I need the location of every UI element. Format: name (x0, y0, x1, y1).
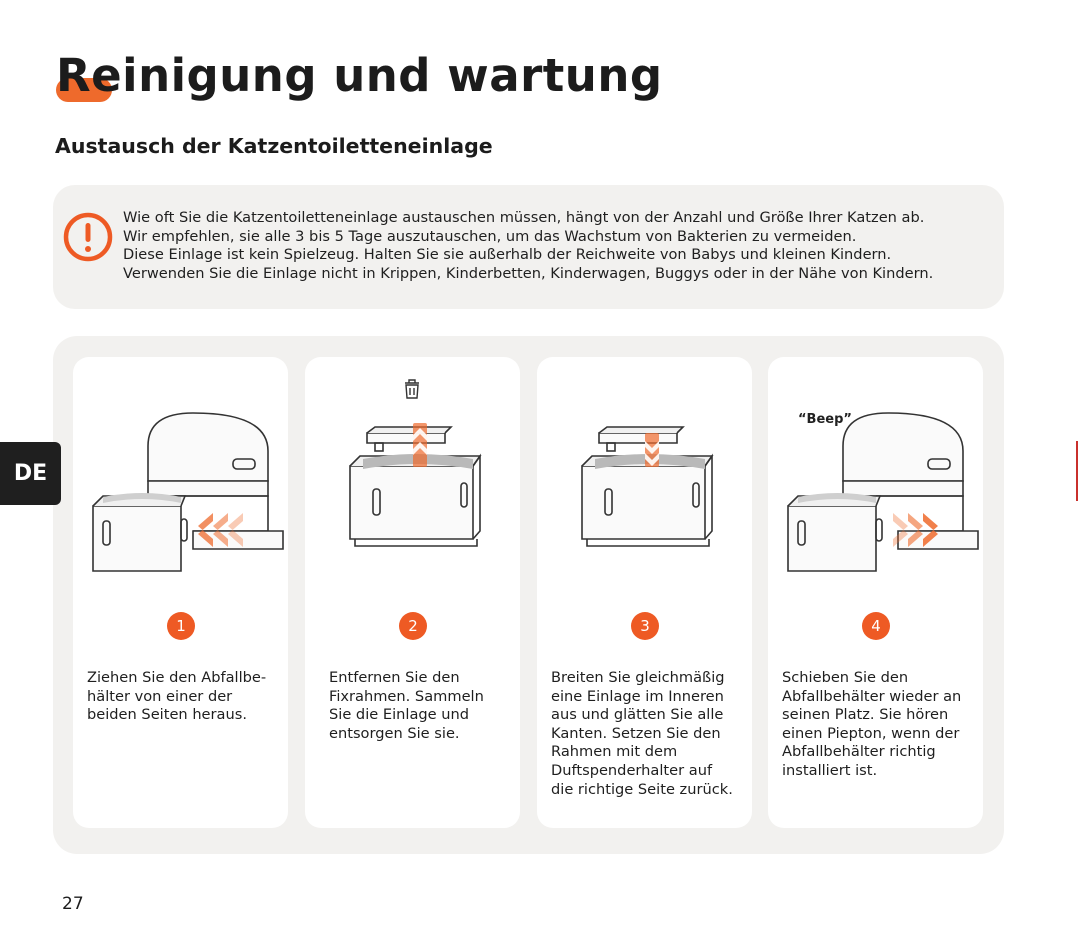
step-text-line: entsorgen Sie sie. (329, 724, 460, 742)
step-3-illustration (537, 371, 752, 581)
step-text-line: eine Einlage im Inneren (551, 687, 724, 705)
step-description (329, 669, 525, 743)
step-text-line: Ziehen Sie den Abfallbe- (87, 669, 267, 686)
warning-line: Verwenden Sie die Einlage nicht in Krippen, Kinderbetten, Kinderwagen, Buggys oder in der Nähe von Kindern. (123, 264, 934, 282)
warning-text (123, 209, 933, 283)
step-card-4 (768, 357, 983, 828)
step-description (87, 669, 283, 725)
page-title-block (56, 44, 663, 108)
language-tab: DE (0, 442, 61, 505)
step-text-line: hälter von einer der (87, 687, 233, 705)
steps-panel (53, 336, 1004, 854)
step-text-line: Duftspenderhalter auf (551, 761, 713, 779)
step-text-line: Abfallbehälter richtig (782, 743, 936, 761)
warning-exclamation-icon (62, 211, 114, 263)
step-text-line: Kanten. Setzen Sie den (551, 724, 721, 742)
step-text-line: installiert ist. (782, 761, 878, 779)
step-number-badge: 1 (167, 612, 195, 640)
step-card-2 (305, 357, 520, 828)
step-text-line: beiden Seiten heraus. (87, 706, 247, 724)
step-text-line: einen Piepton, wenn der (782, 724, 960, 742)
step-description (782, 669, 978, 781)
step-text-line: Entfernen Sie den (329, 669, 460, 686)
step-1-illustration (73, 371, 288, 581)
warning-line: Wie oft Sie die Katzentoiletteneinlage austauschen müssen, hängt von der Anzahl und Größe Ihrer Katzen ab. (123, 209, 925, 226)
step-number-badge: 3 (631, 612, 659, 640)
step-card-3 (537, 357, 752, 828)
warning-line: Diese Einlage ist kein Spielzeug. Halten Sie sie außerhalb der Reichweite von Babys und kleinen Kindern. (123, 246, 892, 263)
step-2-illustration (305, 371, 520, 581)
section-subtitle: Austausch der Katzentoiletteneinlage (55, 134, 493, 158)
step-text-line: Schieben Sie den (782, 669, 909, 686)
step-text-line: Abfallbehälter wieder an (782, 687, 962, 705)
beep-label: “Beep” (798, 412, 852, 427)
step-4-illustration (768, 371, 983, 581)
warning-notice (53, 185, 1004, 309)
step-number-badge: 2 (399, 612, 427, 640)
step-description (551, 669, 747, 799)
step-text-line: Breiten Sie gleichmäßig (551, 669, 725, 686)
step-text-line: Fixrahmen. Sammeln (329, 687, 484, 705)
step-text-line: die richtige Seite zurück. (551, 780, 733, 798)
warning-line: Wir empfehlen, sie alle 3 bis 5 Tage auszutauschen, um das Wachstum von Bakterien zu vermeiden. (123, 227, 857, 245)
trash-icon (405, 380, 419, 398)
step-text-line: aus und glätten Sie alle (551, 706, 724, 724)
page-number: 27 (62, 894, 84, 914)
step-text-line: Rahmen mit dem (551, 743, 678, 761)
page-title: Reinigung und wartung (56, 49, 663, 102)
step-text-line: seinen Platz. Sie hören (782, 706, 949, 724)
step-text-line: Sie die Einlage und (329, 706, 470, 724)
step-card-1 (73, 357, 288, 828)
step-number-badge: 4 (862, 612, 890, 640)
